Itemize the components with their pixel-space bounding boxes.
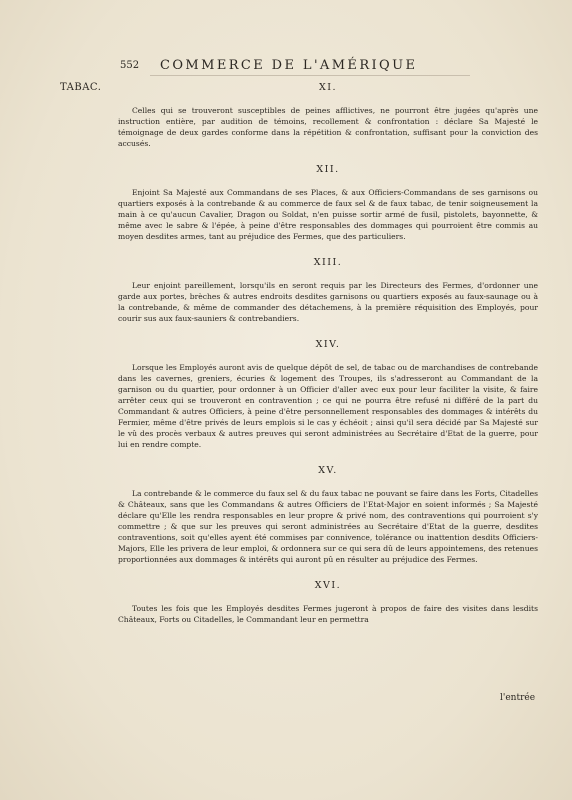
article-text: Toutes les fois que les Employés desdites Fermes jugeront à propos de faire des visites dans lesdits Châteaux, Forts ou Citadelles, le Commandant leur en permettra: [118, 604, 538, 624]
article-text: Lorsque les Employés auront avis de quelque dépôt de sel, de tabac ou de marchandises de contrebande dans les cavernes, greniers, écuries & logement des Troupes, ils s'adresseront au Commandant de la garnison ou du quartier, pour ordonner à un Officier d'aller avec eux pour leur faciliter la visite, & faire arrêter ceux qui se trouveront en contravention ; ce qui ne pourra être refusé ni différé de la part du Commandant & autres Officiers, à peine d'être personnellement responsables des dommages & intérêts du Fermier, même d'être privés de leurs emplois si le cas y échéoit ; ainsi qu'il sera décidé par Sa Majesté sur le vû des procès verbaux & autres preuves qui seront administrées au Secrétaire d'Etat de la guerre, pour lui en rendre compte.: [118, 363, 538, 449]
page-body: [118, 82, 538, 640]
article-heading: XI.: [318, 82, 338, 93]
article-heading: XIII.: [313, 257, 343, 268]
article-text: Celles qui se trouveront susceptibles de peines afflictives, ne pourront être jugées qu'après une instruction entière, par audition de témoins, recollement & confrontation : déclare Sa Majesté le témoignage de deux gardes conforme dans la répétition & confrontation, suffisant pour la conviction des accusés.: [118, 106, 538, 148]
article-text: La contrebande & le commerce du faux sel & du faux tabac ne pouvant se faire dans les Forts, Citadelles & Châteaux, sans que les Commandans & autres Officiers de l'Etat-Major en soient informés ; Sa Majesté déclare qu'Elle les rendra responsables en leur propre & privé nom, des contraventions qui pourroient s'y commettre ; & que sur les preuves qui seront administrées au Secrétaire d'Etat de la guerre, desdites contraventions, soit qu'elles ayent été commises par connivence, tolérance ou inattention desdits Officiers-Majors, Elle les privera de leur emploi, & ordonnera sur ce qui sera dû de leurs appointemens, des retenues proportionnées aux dommages & intérêts qui auront pû en résulter au préjudice des Fermes.: [118, 489, 538, 564]
header-rule: [150, 75, 470, 76]
article-heading: XV.: [318, 465, 338, 476]
article-xii: [118, 164, 538, 242]
article-xv: [118, 465, 538, 565]
margin-note: TABAC.: [60, 82, 102, 93]
article-xiii: [118, 257, 538, 324]
article-heading: XVI.: [314, 580, 342, 591]
running-title: COMMERCE DE L'AMÉRIQUE: [160, 58, 418, 73]
article-text: Leur enjoint pareillement, lorsqu'ils en seront requis par les Directeurs des Fermes, d'ordonner une garde aux portes, brèches & autres endroits desdites garnisons ou quartiers exposés au faux-saunage ou à la contrebande, & même de commander des détachemens, à la première réquisition des Employés, pour courir sus aux faux-sauniers & contrebandiers.: [118, 281, 538, 323]
article-xvi: [118, 580, 538, 625]
page-number: 552: [120, 60, 140, 71]
article-heading: XII.: [316, 164, 340, 175]
catchword: l'entrée: [500, 693, 536, 703]
article-xiv: [118, 339, 538, 450]
article-heading: XIV.: [315, 339, 341, 350]
article-text: Enjoint Sa Majesté aux Commandans de ses Places, & aux Officiers-Commandans de ses garnisons ou quartiers exposés à la contrebande & au commerce de faux sel & de faux tabac, de tenir soigneusement la main à ce qu'aucun Cavalier, Dragon ou Soldat, n'en puisse sortir armé de fusil, pistolets, bayonnette, & même avec le sabre & l'épée, à peine d'être responsables des dommages qui pourroient être commis au moyen desdites armes, tant au préjudice des Fermes, que des particuliers.: [118, 188, 538, 241]
article-xi: [118, 82, 538, 149]
